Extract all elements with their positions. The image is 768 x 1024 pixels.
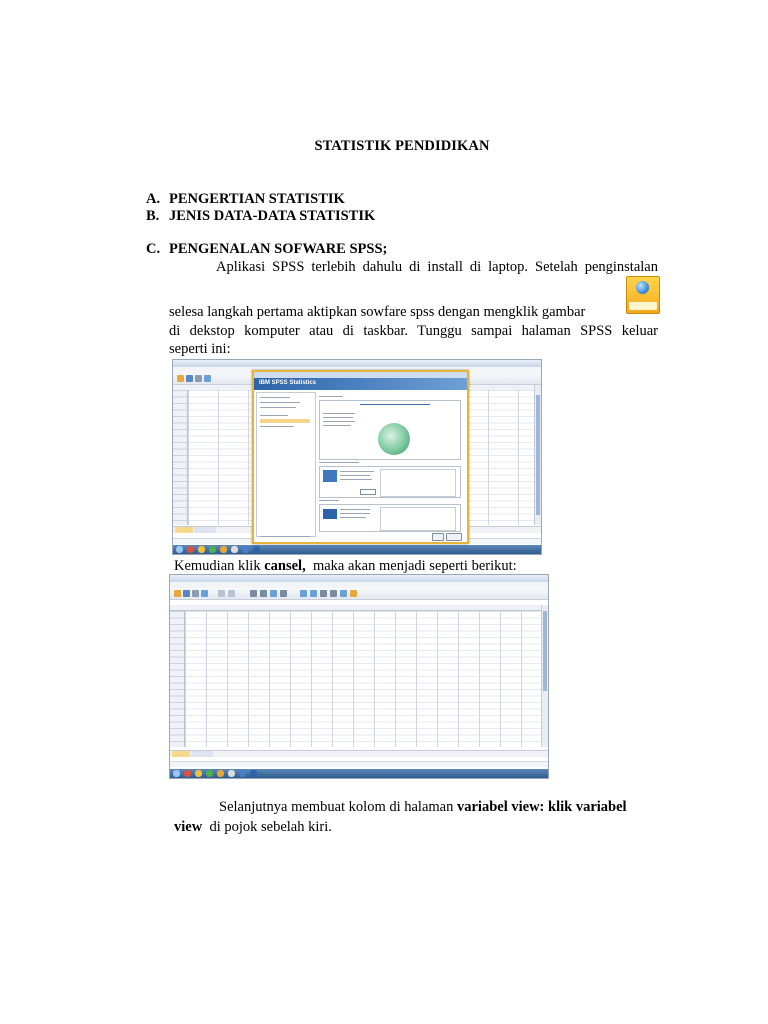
status-bar [170,761,548,767]
ok-button [432,533,444,541]
modules-box [319,466,461,498]
tab-variable-view [194,527,216,533]
taskbar-app-icon [206,770,213,777]
print-icon [192,590,199,597]
dialog-banner-title: IBM SPSS Statistics [259,380,317,386]
find-icon [280,590,287,597]
weight-cases-icon [330,590,337,597]
row-header [170,611,185,747]
section-label: C. [146,241,161,257]
bold-term: view [174,819,203,835]
scroll-thumb [543,611,547,691]
paragraph-text: di pojok sebelah kiri. [202,819,332,835]
whats-new-box [319,400,461,460]
start-icon [176,546,183,553]
toolbar [170,588,548,600]
spss-icon-caption [629,302,657,310]
section-b-heading [146,208,646,226]
split-file-icon [320,590,327,597]
paragraph-line: di dekstop komputer atau di taskbar. Tunggu sampai halaman SPSS keluar [169,323,658,339]
section-label: B. [146,208,160,224]
data-grid [185,611,542,747]
tab-data-view [175,527,193,533]
bold-term: variabel view: klik variabel [457,799,627,815]
open-icon [177,375,184,382]
dialog-recall-icon [201,590,208,597]
goto-case-icon [250,590,257,597]
taskbar-app-icon [242,546,249,553]
goto-variable-icon [260,590,267,597]
dialog-banner [254,378,467,390]
spss-statistics-desktop-icon [626,276,660,314]
taskbar-app-icon [231,546,238,553]
taskbar-app-icon [184,770,191,777]
tutorials-box [319,504,461,532]
taskbar-app-icon [228,770,235,777]
section-title: JENIS DATA-DATA STATISTIK [169,208,376,224]
spss-welcome-dialog [252,370,469,544]
bold-term: cansel, [264,558,306,574]
tab-data-view [172,751,190,757]
scroll-thumb [536,395,540,515]
whats-new-panel [317,392,463,535]
taskbar-app-icon [198,546,205,553]
open-icon [174,590,181,597]
paragraph-line: seperti ini: [169,341,231,357]
paragraph-text: Kemudian klik [174,558,265,574]
view-tabs [170,750,548,757]
row-header [173,390,188,525]
section-a-heading [146,191,646,209]
spss-globe-graphic [378,423,410,455]
taskbar-app-icon [209,546,216,553]
paragraph-cancel [174,557,654,575]
section-title: PENGENALAN SOFWARE SPSS; [169,241,388,257]
tab-variable-view [191,751,213,757]
paragraph-variable-view-cont [174,818,474,836]
page-title: STATISTIK PENDIDIKAN [314,138,490,154]
paragraph-line: selesa langkah pertama aktipkan sowfare spss dengan mengklik gambar [169,304,586,320]
redo-icon [228,590,235,597]
taskbar-app-icon [220,546,227,553]
spss-logo-ball [636,281,649,294]
dialog-recall-icon [204,375,211,382]
save-icon [183,590,190,597]
taskbar-app-icon [250,770,257,777]
taskbar-app-icon [217,770,224,777]
vertical-scrollbar [534,385,541,525]
windows-taskbar [173,545,541,554]
taskbar-app-icon [195,770,202,777]
save-icon [186,375,193,382]
new-files-panel [256,392,316,537]
vertical-scrollbar [541,605,548,747]
insert-cases-icon [300,590,307,597]
paragraph-line: Aplikasi SPSS terlebih dahulu di install di laptop. Setelah penginstalan [216,259,658,275]
undo-icon [218,590,225,597]
insert-variable-icon [310,590,317,597]
section-title: PENGERTIAN STATISTIK [169,191,345,207]
section-c-heading [146,241,646,259]
windows-taskbar [170,769,548,778]
variables-icon [270,590,277,597]
start-icon [173,770,180,777]
select-cases-icon [340,590,347,597]
taskbar-app-icon [187,546,194,553]
taskbar-app-icon [239,770,246,777]
window-titlebar [170,575,548,582]
taskbar-app-icon [253,546,260,553]
cancel-button [446,533,462,541]
value-labels-icon [350,590,357,597]
paragraph-variable-view [219,798,659,816]
paragraph-text: maka akan menjadi seperti berikut: [305,558,517,574]
spss-data-editor-screenshot [169,574,549,779]
spss-welcome-screenshot [172,359,542,555]
paragraph-text: Selanjutnya membuat kolom di halaman [219,799,457,815]
window-titlebar [173,360,541,367]
print-icon [195,375,202,382]
section-label: A. [146,191,161,207]
